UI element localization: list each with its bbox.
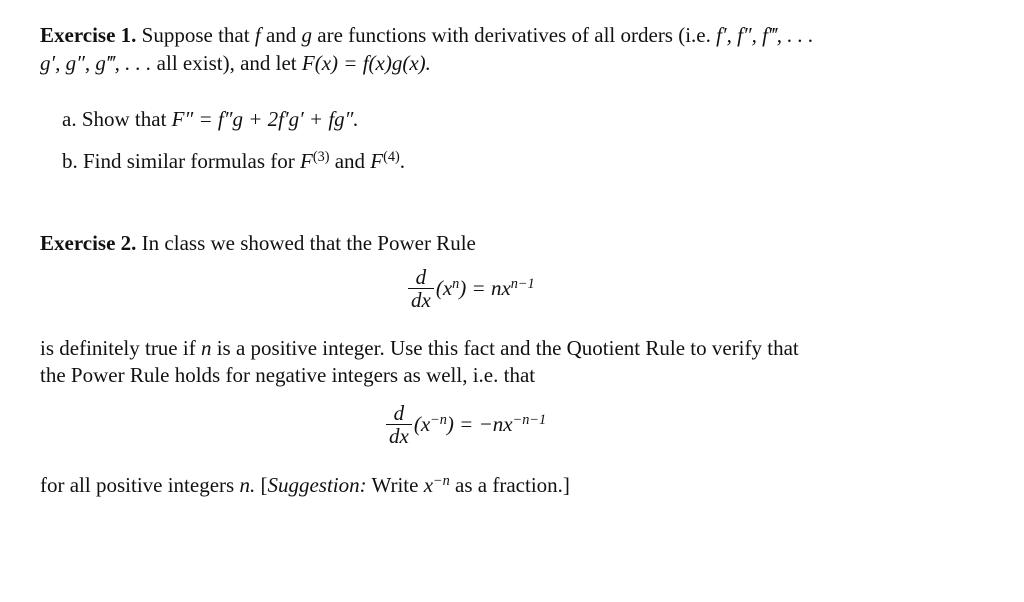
- exercise-1-text: Suppose that: [141, 23, 250, 47]
- fraction-numerator-2: d: [393, 401, 405, 425]
- f-derivatives: f′, f″, f‴, . . .: [716, 23, 814, 47]
- part-b-label: b. Find similar formulas for: [62, 149, 295, 173]
- exercise-2-intro: In class we showed that the Power Rule: [141, 231, 476, 255]
- part-a: [62, 106, 359, 132]
- bracket-open: [: [260, 473, 268, 497]
- eq2-arg: ($x^{-n}$: [413, 412, 447, 437]
- exercise-2-final-line: [40, 472, 570, 498]
- part-a-label: a. Show that: [62, 107, 167, 131]
- exercise-1-text-2: all exist), and let: [156, 51, 297, 75]
- exercise-2-label: Exercise 2.: [40, 231, 137, 255]
- eq1-rhs: ) = $nx^{n-1}$: [459, 276, 535, 301]
- suggestion-label: Suggestion:: [267, 473, 367, 497]
- exercise-2-line-3: [40, 362, 535, 388]
- final-text: for all positive integers: [40, 473, 235, 497]
- derivative-fraction: [408, 266, 434, 311]
- text2: the Power Rule holds for negative integers as well, i.e. that: [40, 363, 536, 387]
- math-n: n: [200, 336, 212, 360]
- x-neg-n: $x^{-n}$: [423, 472, 450, 497]
- exercise-1-line-2: [40, 50, 431, 76]
- negative-power-rule-equation: [386, 402, 546, 447]
- part-b-end: .: [399, 149, 405, 173]
- part-b: [62, 148, 405, 174]
- g-derivatives: g′, g″, g‴, . . .: [40, 51, 152, 75]
- exercise-2-line-1: [40, 230, 476, 256]
- F3: $F^{(3)}$: [299, 148, 330, 173]
- derivative-fraction-2: [386, 402, 412, 447]
- math-g: g: [301, 23, 313, 47]
- fraction-denominator-2: dx: [386, 424, 412, 447]
- fraction-numerator: d: [415, 265, 427, 289]
- part-b-and: and: [334, 149, 366, 173]
- fraction-denominator: dx: [408, 288, 434, 311]
- write-text: Write: [371, 473, 419, 497]
- text1b: is a positive integer. Use this fact and the Quotient Rule to verify that: [216, 336, 799, 360]
- text1: is definitely true if: [40, 336, 196, 360]
- math-f: f: [254, 23, 261, 47]
- final-end: as a fraction.]: [455, 473, 570, 497]
- eq2-rhs: ) = $-nx^{-n-1}$: [446, 412, 547, 437]
- part-a-formula: F″ = f″g + 2f′g′ + fg″.: [171, 107, 359, 131]
- power-rule-equation: [408, 266, 535, 311]
- exercise-1-label: Exercise 1.: [40, 23, 137, 47]
- exercise-1-text-cont: are functions with derivatives of all orders (i.e.: [317, 23, 711, 47]
- final-n: n.: [239, 473, 256, 497]
- F4: $F^{(4)}$: [370, 148, 400, 173]
- exercise-2-line-2: [40, 335, 799, 361]
- and-text: and: [265, 23, 297, 47]
- exercise-1-line-1: [40, 22, 814, 48]
- F-definition: F(x) = f(x)g(x).: [301, 51, 431, 75]
- eq1-arg: ($x^n$: [435, 276, 460, 301]
